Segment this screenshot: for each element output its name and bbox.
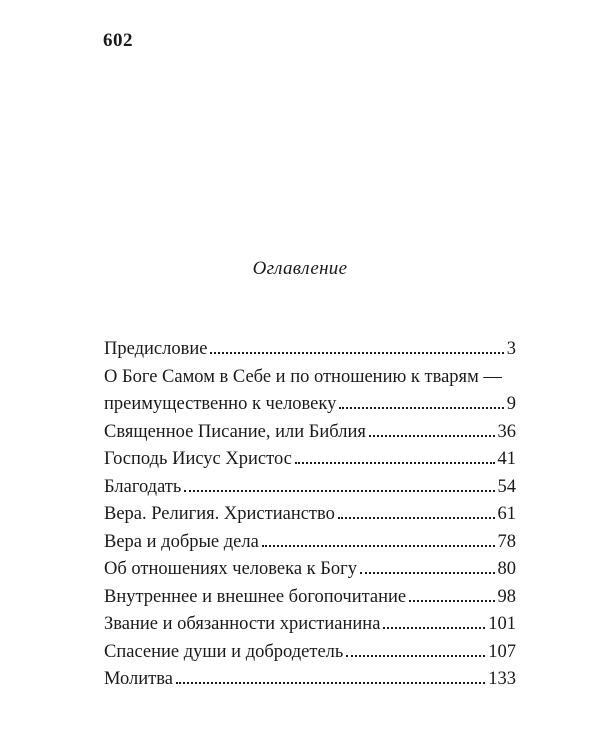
dot-leader	[295, 462, 495, 464]
toc-entry-label: Звание и обязанности христианина	[104, 614, 381, 634]
toc-entry[interactable]	[104, 474, 516, 502]
dot-leader	[360, 572, 495, 574]
toc-entry-page: 80	[497, 559, 516, 579]
toc-entry-page: 78	[497, 531, 516, 552]
toc-entry-label: Предисловие	[104, 339, 208, 359]
toc-entry[interactable]	[104, 419, 516, 447]
dot-leader	[346, 655, 485, 657]
toc-entry-page: 101	[488, 614, 516, 634]
toc-entry[interactable]	[104, 639, 516, 667]
dot-leader	[184, 490, 494, 492]
toc-entry-page: 61	[497, 504, 516, 524]
toc-entry-page: 36	[497, 421, 516, 442]
toc-title: Оглавление	[252, 258, 348, 279]
dot-leader	[338, 517, 495, 519]
table-of-contents	[104, 336, 516, 694]
dot-leader	[262, 545, 495, 547]
toc-entry[interactable]	[104, 446, 516, 474]
dot-leader	[339, 407, 503, 409]
toc-entry[interactable]	[104, 336, 516, 364]
toc-entry-label: Молитва	[104, 669, 173, 689]
dot-leader	[369, 435, 495, 437]
dot-leader	[176, 682, 485, 684]
toc-entry[interactable]	[104, 556, 516, 584]
toc-entry-page: 54	[497, 476, 516, 497]
page-number: 602	[103, 30, 133, 51]
toc-entry[interactable]	[104, 529, 516, 557]
toc-entry-label: Спасение души и добродетель	[104, 641, 344, 662]
toc-entry-label: Вера. Религия. Христианство	[104, 504, 335, 524]
toc-entry-page: 9	[506, 394, 516, 414]
toc-entry-label: Вера и добрые дела	[104, 531, 259, 552]
toc-entry-label: Священное Писание, или Библия	[104, 421, 366, 442]
toc-entry[interactable]	[104, 611, 516, 639]
toc-entry[interactable]	[104, 584, 516, 612]
toc-entry-label: Внутреннее и внешнее богопочитание	[104, 586, 407, 607]
toc-entry-page: 107	[488, 641, 516, 662]
toc-entry-label: Благодать	[104, 476, 182, 497]
dot-leader	[383, 627, 485, 629]
toc-entry-label-line1: О Боге Самом в Себе и по отношению к тварям —	[104, 366, 502, 387]
toc-entry-page: 133	[488, 669, 516, 689]
toc-entry-label: преимущественно к человеку	[104, 394, 337, 414]
toc-entry-label: Об отношениях человека к Богу	[104, 559, 357, 579]
dot-leader	[210, 352, 503, 354]
toc-entry-page: 98	[497, 586, 516, 607]
toc-entry-page: 3	[506, 339, 516, 359]
toc-entry-page: 41	[497, 449, 516, 469]
toc-entry-label: Господь Иисус Христос	[104, 449, 292, 469]
dot-leader	[409, 600, 494, 602]
toc-entry[interactable]	[104, 666, 516, 694]
toc-entry[interactable]	[104, 364, 516, 419]
toc-entry[interactable]	[104, 501, 516, 529]
